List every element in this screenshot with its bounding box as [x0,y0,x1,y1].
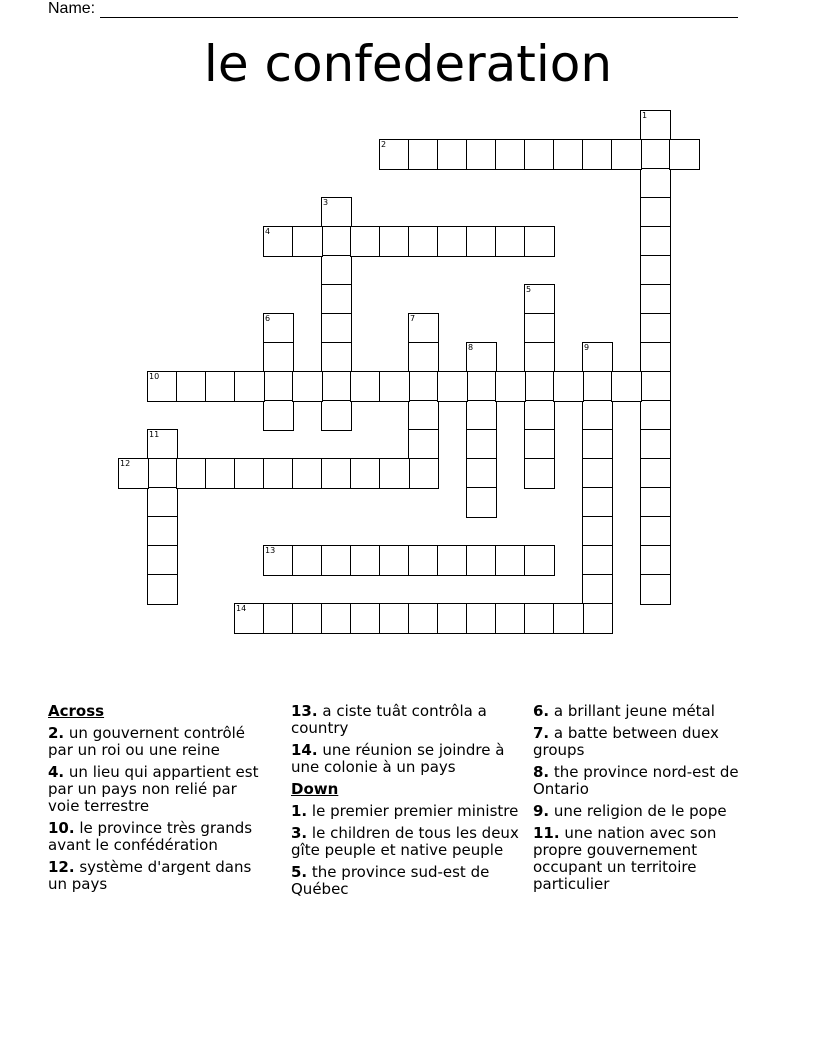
clue-number: 11. [533,824,560,842]
clue-text: le children de tous les deux gîte peuple et native peuple [291,824,519,859]
clue-text: a ciste tuât contrôla a country [291,702,487,737]
clues-column-3 [533,703,758,898]
grid-cell[interactable] [611,371,642,402]
grid-cell[interactable] [611,139,642,170]
clue-across-10 [48,820,273,854]
grid-cell[interactable] [553,603,584,634]
grid-cell[interactable] [524,603,555,634]
puzzle-title: le confederation [203,35,613,93]
grid-cell[interactable] [408,458,439,489]
cell-number: 14 [236,604,247,613]
grid-cell[interactable] [408,400,439,431]
grid-cell[interactable] [350,545,381,576]
grid-cell[interactable] [524,139,555,170]
grid-cell[interactable] [466,226,497,257]
clue-down-8 [533,764,758,798]
grid-cell[interactable] [292,545,323,576]
grid-cell[interactable] [524,313,555,344]
cell-number: 6 [265,314,271,323]
clue-number: 5. [291,863,308,881]
grid-cell[interactable] [147,545,178,576]
clue-text: un gouvernent contrôlé par un roi ou une reine [48,724,246,759]
grid-cell[interactable] [524,371,555,402]
cell-number: 3 [323,198,329,207]
clue-across-4 [48,764,273,815]
clue-text: a brillant jeune métal [553,702,715,720]
grid-cell[interactable] [582,545,613,576]
grid-cell[interactable] [205,458,236,489]
grid-cell[interactable] [379,139,410,170]
grid-cell[interactable] [466,429,497,460]
grid-cell[interactable] [147,574,178,605]
grid-cell[interactable] [437,139,468,170]
grid-cell[interactable] [234,603,265,634]
grid-cell[interactable] [582,574,613,605]
grid-cell[interactable] [437,545,468,576]
grid-cell[interactable] [408,226,439,257]
grid-cell[interactable] [408,342,439,373]
clue-down-6 [533,703,758,720]
grid-cell[interactable] [350,371,381,402]
grid-cell[interactable] [582,400,613,431]
grid-cell[interactable] [379,603,410,634]
cell-number: 1 [642,111,648,120]
clue-down-9 [533,803,758,820]
clue-number: 14. [291,741,318,759]
grid-cell[interactable] [147,458,178,489]
clue-number: 6. [533,702,550,720]
grid-cell[interactable] [292,458,323,489]
grid-cell[interactable] [321,458,352,489]
grid-cell[interactable] [640,487,671,518]
grid-cell[interactable] [292,226,323,257]
grid-cell[interactable] [524,545,555,576]
clue-text: the province nord-est de Ontario [533,763,739,798]
grid-cell[interactable] [524,284,555,315]
clue-text: une nation avec son propre gouvernement occupant un territoire particulier [533,824,717,893]
grid-cell[interactable] [640,371,671,402]
grid-cell[interactable] [466,400,497,431]
grid-cell[interactable] [669,139,700,170]
grid-cell[interactable] [408,429,439,460]
grid-cell[interactable] [582,429,613,460]
grid-cell[interactable] [437,226,468,257]
grid-cell[interactable] [379,371,410,402]
grid-cell[interactable] [263,545,294,576]
grid-cell[interactable] [350,226,381,257]
cell-number: 11 [149,430,160,439]
clue-number: 3. [291,824,308,842]
grid-cell[interactable] [495,371,526,402]
grid-cell[interactable] [466,603,497,634]
grid-cell[interactable] [495,545,526,576]
grid-cell[interactable] [147,371,178,402]
clue-text: a batte between duex groups [533,724,719,759]
grid-cell[interactable] [582,487,613,518]
grid-cell[interactable] [234,371,265,402]
cell-number: 10 [149,372,160,381]
grid-cell[interactable] [321,284,352,315]
clue-number: 12. [48,858,75,876]
clue-across-14 [291,742,519,776]
grid-cell[interactable] [263,371,294,402]
cell-number: 13 [265,546,276,555]
grid-cell[interactable] [495,226,526,257]
grid-cell[interactable] [408,139,439,170]
grid-cell[interactable] [321,313,352,344]
grid-cell[interactable] [640,574,671,605]
grid-cell[interactable] [408,603,439,634]
grid-cell[interactable] [582,342,613,373]
cell-number: 5 [526,285,532,294]
cell-number: 8 [468,343,474,352]
grid-cell[interactable] [437,603,468,634]
grid-cell[interactable] [263,313,294,344]
clue-text: un lieu qui appartient est par un pays non relié par voie terrestre [48,763,259,815]
grid-cell[interactable] [640,313,671,344]
grid-cell[interactable] [640,429,671,460]
grid-cell[interactable] [582,603,613,634]
clue-text: système d'argent dans un pays [48,858,252,893]
clues-column-2 [291,703,519,903]
grid-cell[interactable] [321,545,352,576]
grid-cell[interactable] [292,603,323,634]
cell-number: 7 [410,314,416,323]
clue-number: 8. [533,763,550,781]
grid-cell[interactable] [321,371,352,402]
grid-cell[interactable] [379,226,410,257]
cell-number: 4 [265,227,271,236]
clue-down-7 [533,725,758,759]
grid-cell[interactable] [466,487,497,518]
grid-cell[interactable] [292,371,323,402]
grid-cell[interactable] [524,458,555,489]
clue-number: 7. [533,724,550,742]
clue-number: 10. [48,819,75,837]
clue-number: 1. [291,802,308,820]
grid-cell[interactable] [147,487,178,518]
grid-cell[interactable] [321,197,352,228]
grid-cell[interactable] [640,197,671,228]
across-heading: Across [48,702,105,720]
grid-cell[interactable] [640,139,671,170]
grid-cell[interactable] [263,400,294,431]
clue-down-5 [291,864,519,898]
name-label: Name: [48,0,96,17]
grid-cell[interactable] [379,458,410,489]
grid-cell[interactable] [176,371,207,402]
clue-text: le province très grands avant le confédération [48,819,253,854]
grid-cell[interactable] [321,400,352,431]
clue-down-11 [533,825,758,893]
clues-column-1 [48,703,273,898]
grid-cell[interactable] [234,458,265,489]
cell-number: 2 [381,140,387,149]
grid-cell[interactable] [466,371,497,402]
down-heading: Down [291,780,339,798]
grid-cell[interactable] [321,226,352,257]
clue-across-2 [48,725,273,759]
clue-down-1 [291,803,519,820]
grid-cell[interactable] [582,516,613,547]
clue-text: the province sud-est de Québec [291,863,490,898]
grid-cell[interactable] [263,603,294,634]
grid-cell[interactable] [466,342,497,373]
grid-cell[interactable] [147,429,178,460]
grid-cell[interactable] [640,516,671,547]
grid-cell[interactable] [640,168,671,199]
cell-number: 9 [584,343,590,352]
grid-cell[interactable] [640,284,671,315]
clue-number: 4. [48,763,65,781]
cell-number: 12 [120,459,131,468]
grid-cell[interactable] [640,226,671,257]
grid-cell[interactable] [495,139,526,170]
grid-cell[interactable] [640,458,671,489]
grid-cell[interactable] [553,371,584,402]
grid-cell[interactable] [640,400,671,431]
grid-cell[interactable] [321,603,352,634]
grid-cell[interactable] [379,545,410,576]
grid-cell[interactable] [495,603,526,634]
clue-down-3 [291,825,519,859]
grid-cell[interactable] [466,139,497,170]
grid-cell[interactable] [408,313,439,344]
clue-text: le premier premier ministre [311,802,519,820]
clue-number: 9. [533,802,550,820]
grid-cell[interactable] [263,226,294,257]
clue-number: 13. [291,702,318,720]
grid-cell[interactable] [524,400,555,431]
grid-cell[interactable] [263,342,294,373]
grid-cell[interactable] [524,429,555,460]
grid-cell[interactable] [640,255,671,286]
clue-text: une religion de le pope [553,802,727,820]
grid-cell[interactable] [640,545,671,576]
grid-cell[interactable] [582,458,613,489]
grid-cell[interactable] [147,516,178,547]
grid-cell[interactable] [640,110,671,141]
clue-across-12 [48,859,273,893]
clue-number: 2. [48,724,65,742]
grid-cell[interactable] [350,458,381,489]
grid-cell[interactable] [321,255,352,286]
grid-cell[interactable] [321,342,352,373]
clue-text: une réunion se joindre à une colonie à un pays [291,741,505,776]
grid-cell[interactable] [524,226,555,257]
grid-cell[interactable] [408,371,439,402]
grid-cell[interactable] [466,458,497,489]
grid-cell[interactable] [582,371,613,402]
grid-cell[interactable] [524,342,555,373]
grid-cell[interactable] [408,545,439,576]
grid-cell[interactable] [118,458,149,489]
grid-cell[interactable] [205,371,236,402]
grid-cell[interactable] [553,139,584,170]
clue-across-13 [291,703,519,737]
grid-cell[interactable] [263,458,294,489]
grid-cell[interactable] [350,603,381,634]
grid-cell[interactable] [466,545,497,576]
grid-cell[interactable] [437,371,468,402]
grid-cell[interactable] [582,139,613,170]
grid-cell[interactable] [176,458,207,489]
grid-cell[interactable] [640,342,671,373]
